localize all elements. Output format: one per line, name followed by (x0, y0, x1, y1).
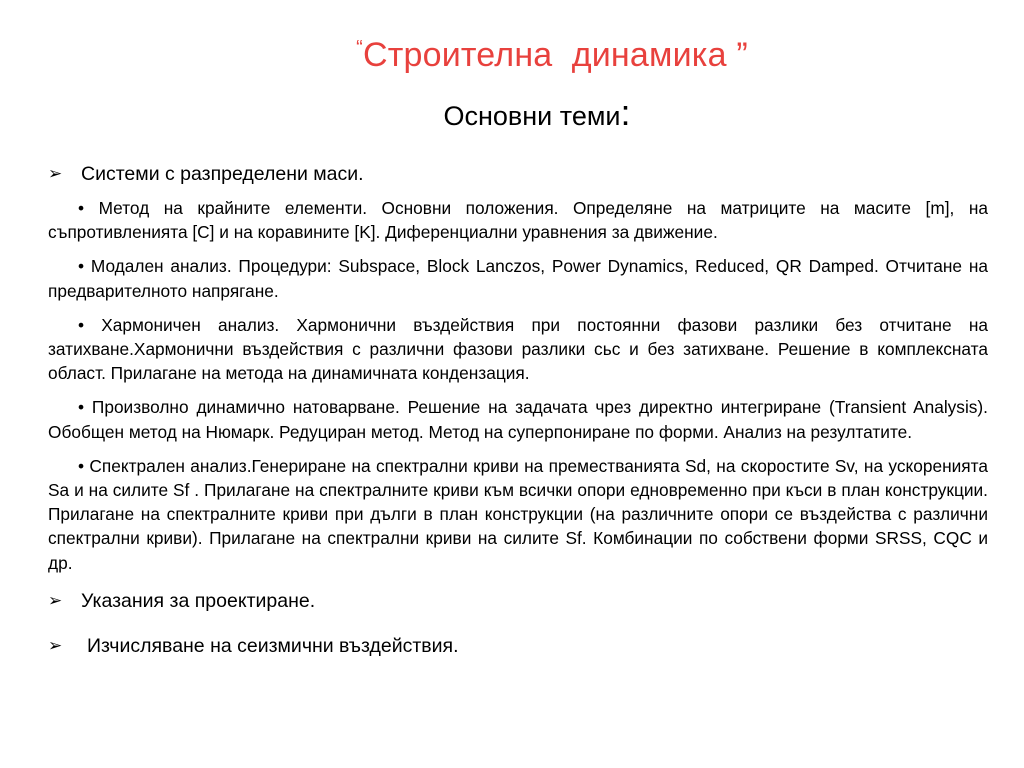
topic-item (48, 160, 988, 188)
title-open-quote: “ (356, 37, 363, 59)
slide-title (0, 36, 1024, 75)
subtitle-colon: : (620, 92, 631, 133)
title-text: Строителна динамика ” (362, 36, 748, 74)
topics-list (48, 160, 988, 677)
topic-detail: • Спектрален анализ.Генериране на спектрални криви на преместванията Sd, на скоростите Sv, на ускоренията Sa и на силите Sf . Прилагане на спектралните криви към всички опори едновременно при къси в план конструкции. Прилагане на спектралните криви при дълги в план конструкции (на различните опори се въздейства с различни спектрални криви). Прилагане на спектрални криви на силите Sf. Комбинации по собствени форми SRSS, CQC и др. (48, 455, 988, 573)
arrow-bullet-icon: ➢ (48, 635, 63, 655)
arrow-bullet-icon: ➢ (48, 590, 63, 610)
topic-label: Системи с разпределени маси. (81, 163, 364, 185)
arrow-bullet-icon: ➢ (48, 164, 63, 183)
topic-item (48, 632, 988, 660)
topic-item (48, 587, 988, 615)
topic-detail: • Модален анализ. Процедури: Subspace, Block Lanczos, Power Dynamics, Reduced, QR Damped. Отчитане на предварителното напрягане. (48, 256, 988, 301)
topic-label: Изчисляване на сеизмични въздействия. (87, 634, 459, 657)
topic-detail: • Хармоничен анализ. Хармонични въздействия при постоянни фазови разлики без отчитане на затихване.Хармонични въздействия с различни фазови разлики сьс и без затихване. Решение в комплексната област. Прилагане на метода на динамичната кондензация. (48, 314, 988, 384)
topic-detail: • Произволно динамично натоварване. Решение на задачата чрез директно интегриране (Transient Analysis). Обобщен метод на Нюмарк. Редуциран метод. Метод на суперпониране по форми. Анализ на резултатите. (48, 397, 988, 442)
subtitle-text: Основни теми (443, 101, 621, 131)
topics-tail (48, 587, 988, 660)
slide-subtitle (0, 92, 1024, 133)
topic-detail: • Метод на крайните елементи. Основни положения. Определяне на матриците на масите [m], на съпротивленията [C] и на коравините [K]. Диференциални уравнения за движение. (48, 198, 988, 243)
topic-label: Указания за проектиране. (81, 589, 316, 612)
